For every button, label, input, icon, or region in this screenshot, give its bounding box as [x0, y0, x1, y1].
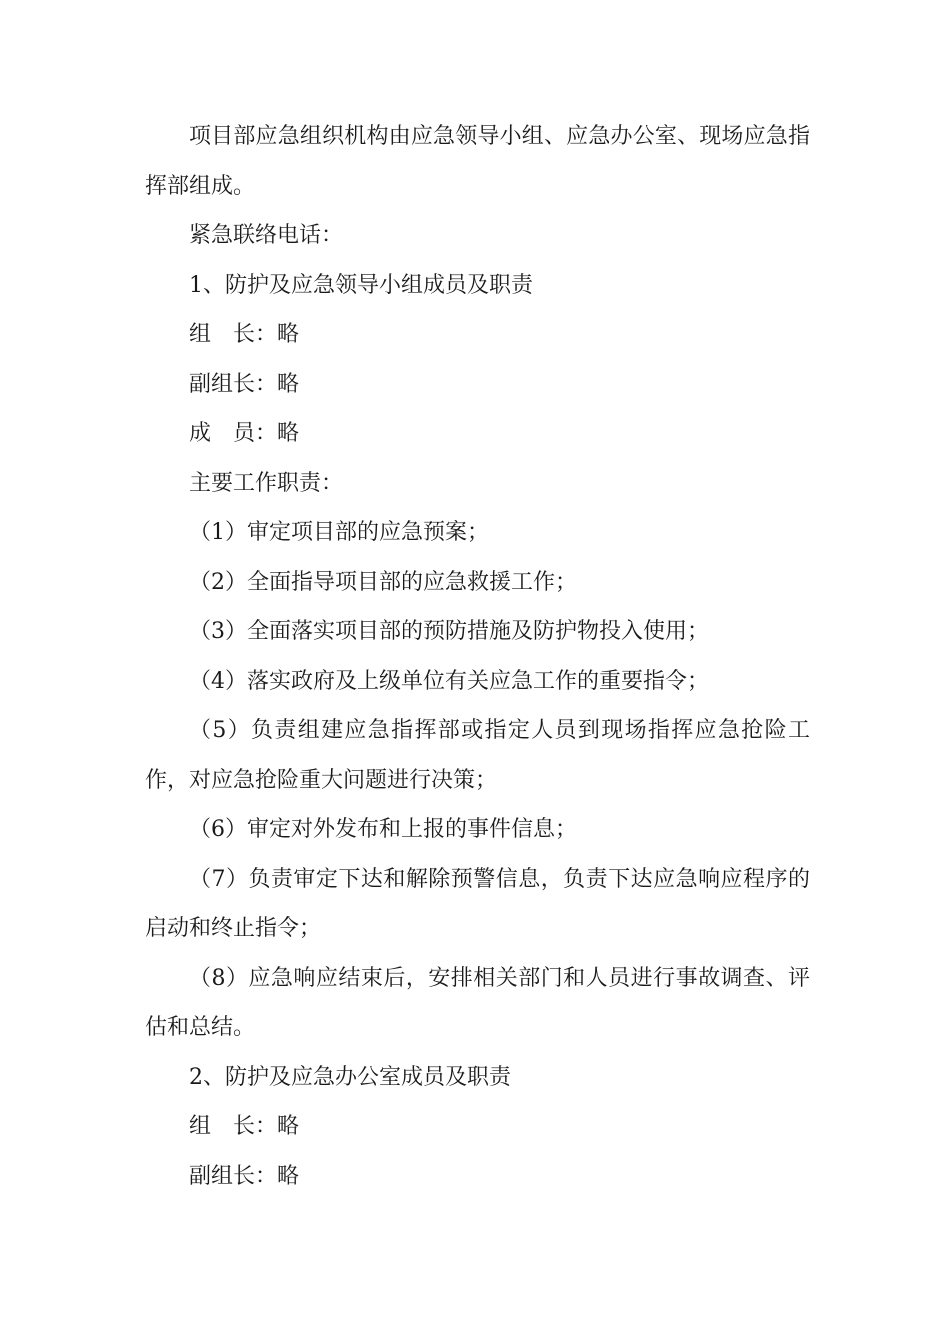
section1-leader-value: ：略 [255, 322, 300, 347]
duty-item: （6）审定对外发布和上报的事件信息； [189, 817, 577, 842]
section2-heading: 2、防护及应急办公室成员及职责 [189, 1064, 511, 1090]
section1-deputy-value: ：略 [255, 371, 300, 397]
section1-leader-label: 组 长 [189, 322, 255, 347]
emergency-phone-line: 紧急联络电话： [189, 223, 344, 248]
duty-item: （7）负责审定下达和解除预警信息，负责下达应急响应程序的启动和终止指令； [145, 866, 810, 941]
section2-deputy-line [145, 1152, 810, 1202]
section1-heading: 1、防护及应急领导小组成员及职责 [189, 272, 533, 298]
section1-member-value: ：略 [255, 421, 300, 446]
section1-member-label: 成 员 [189, 421, 255, 446]
duty-item: （4）落实政府及上级单位有关应急工作的重要指令； [189, 668, 709, 694]
document-body [145, 112, 810, 1201]
section1-duties-heading: 主要工作职责： [189, 470, 344, 496]
section2-deputy-value: ：略 [255, 1163, 300, 1189]
duty-item: （1）审定项目部的应急预案； [189, 520, 489, 545]
section1-deputy-line [145, 360, 810, 410]
section2-leader-value: ：略 [255, 1114, 300, 1139]
intro-paragraph: 项目部应急组织机构由应急领导小组、应急办公室、现场应急指挥部组成。 [145, 124, 810, 199]
duty-item: （2）全面指导项目部的应急救援工作； [189, 569, 577, 595]
section2-leader-line [145, 1102, 810, 1152]
duty-item: （8）应急响应结束后，安排相关部门和人员进行事故调查、评估和总结。 [145, 965, 810, 1040]
section1-member-line [145, 409, 810, 459]
section2-leader-label: 组 长 [189, 1114, 255, 1139]
section1-deputy-label: 副组长 [189, 371, 256, 397]
section1-leader-line [145, 310, 810, 360]
duty-item: （5）负责组建应急指挥部或指定人员到现场指挥应急抢险工作，对应急抢险重大问题进行决策； [145, 718, 810, 793]
duty-item: （3）全面落实项目部的预防措施及防护物投入使用； [189, 619, 709, 644]
section2-deputy-label: 副组长 [189, 1163, 256, 1189]
